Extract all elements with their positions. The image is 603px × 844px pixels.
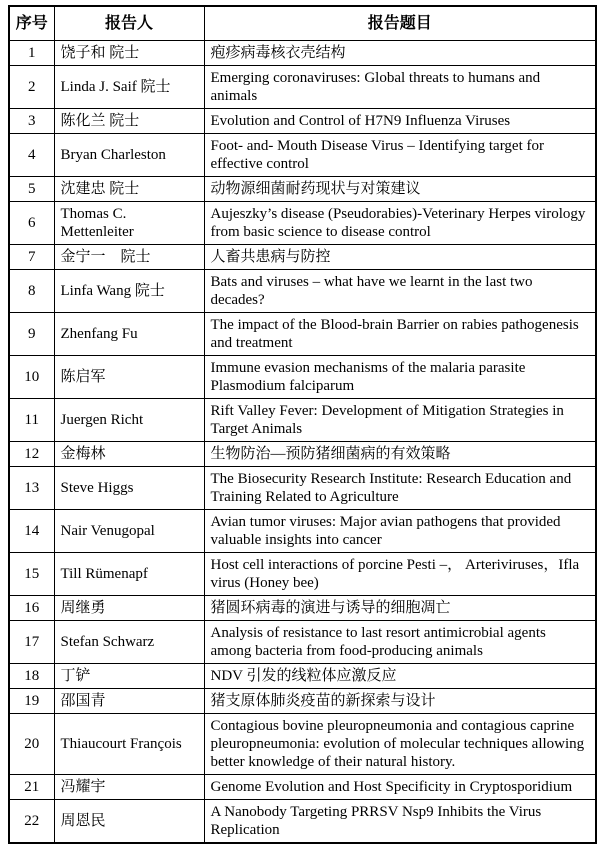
- report-title-cell: 生物防治—预防猪细菌病的有效策略: [204, 442, 596, 467]
- table-body: [9, 41, 596, 844]
- speaker-name-cell: 丁铲: [54, 664, 204, 689]
- row-number-cell: 20: [9, 714, 54, 775]
- report-table: [8, 5, 597, 844]
- table-row: [9, 245, 596, 270]
- row-number-cell: 5: [9, 177, 54, 202]
- report-title-cell: 猪圆环病毒的演进与诱导的细胞凋亡: [204, 596, 596, 621]
- table-row: [9, 356, 596, 399]
- speaker-name-cell: 冯耀宇: [54, 775, 204, 800]
- row-number-cell: 8: [9, 270, 54, 313]
- table-row: [9, 134, 596, 177]
- speaker-name-cell: Thomas C. Mettenleiter: [54, 202, 204, 245]
- report-title-cell: Analysis of resistance to last resort antimicrobial agents among bacteria from food-producing animals: [204, 621, 596, 664]
- row-number-cell: 3: [9, 109, 54, 134]
- row-number-cell: 22: [9, 800, 54, 844]
- table-row: [9, 177, 596, 202]
- row-number-cell: 11: [9, 399, 54, 442]
- report-title-cell: Immune evasion mechanisms of the malaria parasite Plasmodium falciparum: [204, 356, 596, 399]
- table-row: [9, 442, 596, 467]
- speaker-name-cell: Bryan Charleston: [54, 134, 204, 177]
- speaker-name-cell: Zhenfang Fu: [54, 313, 204, 356]
- report-title-cell: Avian tumor viruses: Major avian pathogens that provided valuable insights into cancer: [204, 510, 596, 553]
- speaker-name-cell: 周恩民: [54, 800, 204, 844]
- table-row: [9, 800, 596, 844]
- header-cell-speaker: 报告人: [54, 6, 204, 41]
- speaker-name-cell: 陈启军: [54, 356, 204, 399]
- table-row: [9, 553, 596, 596]
- row-number-cell: 10: [9, 356, 54, 399]
- speaker-name-cell: 陈化兰 院士: [54, 109, 204, 134]
- speaker-name-cell: 金宁一 院士: [54, 245, 204, 270]
- table-row: [9, 664, 596, 689]
- speaker-name-cell: 邵国青: [54, 689, 204, 714]
- report-title-cell: Aujeszky’s disease (Pseudorabies)-Veterinary Herpes virology from basic science to disease control: [204, 202, 596, 245]
- row-number-cell: 9: [9, 313, 54, 356]
- speaker-name-cell: 周继勇: [54, 596, 204, 621]
- report-title-cell: Contagious bovine pleuropneumonia and contagious caprine pleuropneumonia: evolution of molecular techniques allowing better knowledge of their natural history.: [204, 714, 596, 775]
- report-title-cell: 动物源细菌耐药现状与对策建议: [204, 177, 596, 202]
- speaker-name-cell: Linfa Wang 院士: [54, 270, 204, 313]
- speaker-name-cell: Thiaucourt François: [54, 714, 204, 775]
- table-row: [9, 467, 596, 510]
- row-number-cell: 15: [9, 553, 54, 596]
- header-cell-no: 序号: [9, 6, 54, 41]
- speaker-name-cell: Till Rümenapf: [54, 553, 204, 596]
- speaker-name-cell: Steve Higgs: [54, 467, 204, 510]
- speaker-name-cell: Juergen Richt: [54, 399, 204, 442]
- report-title-cell: 疱疹病毒核衣壳结构: [204, 41, 596, 66]
- row-number-cell: 18: [9, 664, 54, 689]
- report-title-cell: The impact of the Blood-brain Barrier on rabies pathogenesis and treatment: [204, 313, 596, 356]
- row-number-cell: 13: [9, 467, 54, 510]
- row-number-cell: 1: [9, 41, 54, 66]
- report-title-cell: 人畜共患病与防控: [204, 245, 596, 270]
- table-row: [9, 66, 596, 109]
- speaker-name-cell: Stefan Schwarz: [54, 621, 204, 664]
- row-number-cell: 2: [9, 66, 54, 109]
- header-cell-title: 报告题目: [204, 6, 596, 41]
- table-row: [9, 596, 596, 621]
- table-row: [9, 775, 596, 800]
- speaker-name-cell: Linda J. Saif 院士: [54, 66, 204, 109]
- table-row: [9, 202, 596, 245]
- speaker-name-cell: 饶子和 院士: [54, 41, 204, 66]
- table-row: [9, 621, 596, 664]
- table-row: [9, 689, 596, 714]
- report-title-cell: The Biosecurity Research Institute: Research Education and Training Related to Agriculture: [204, 467, 596, 510]
- row-number-cell: 21: [9, 775, 54, 800]
- row-number-cell: 4: [9, 134, 54, 177]
- row-number-cell: 7: [9, 245, 54, 270]
- row-number-cell: 19: [9, 689, 54, 714]
- table-row: [9, 313, 596, 356]
- row-number-cell: 16: [9, 596, 54, 621]
- report-title-cell: Host cell interactions of porcine Pesti –， Arteriviruses，Ifla virus (Honey bee): [204, 553, 596, 596]
- report-title-cell: Evolution and Control of H7N9 Influenza Viruses: [204, 109, 596, 134]
- report-title-cell: Bats and viruses – what have we learnt in the last two decades?: [204, 270, 596, 313]
- speaker-name-cell: Nair Venugopal: [54, 510, 204, 553]
- report-title-cell: Emerging coronaviruses: Global threats to humans and animals: [204, 66, 596, 109]
- report-title-cell: A Nanobody Targeting PRRSV Nsp9 Inhibits the Virus Replication: [204, 800, 596, 844]
- table-row: [9, 41, 596, 66]
- report-title-cell: 猪支原体肺炎疫苗的新探索与设计: [204, 689, 596, 714]
- table-row: [9, 109, 596, 134]
- speaker-name-cell: 沈建忠 院士: [54, 177, 204, 202]
- row-number-cell: 17: [9, 621, 54, 664]
- table-row: [9, 510, 596, 553]
- report-title-cell: Rift Valley Fever: Development of Mitigation Strategies in Target Animals: [204, 399, 596, 442]
- row-number-cell: 14: [9, 510, 54, 553]
- row-number-cell: 6: [9, 202, 54, 245]
- row-number-cell: 12: [9, 442, 54, 467]
- report-title-cell: Foot- and- Mouth Disease Virus – Identifying target for effective control: [204, 134, 596, 177]
- table-row: [9, 714, 596, 775]
- report-title-cell: Genome Evolution and Host Specificity in Cryptosporidium: [204, 775, 596, 800]
- report-title-cell: NDV 引发的线粒体应激反应: [204, 664, 596, 689]
- header-row: [9, 6, 596, 41]
- speaker-name-cell: 金梅林: [54, 442, 204, 467]
- table-row: [9, 399, 596, 442]
- table-row: [9, 270, 596, 313]
